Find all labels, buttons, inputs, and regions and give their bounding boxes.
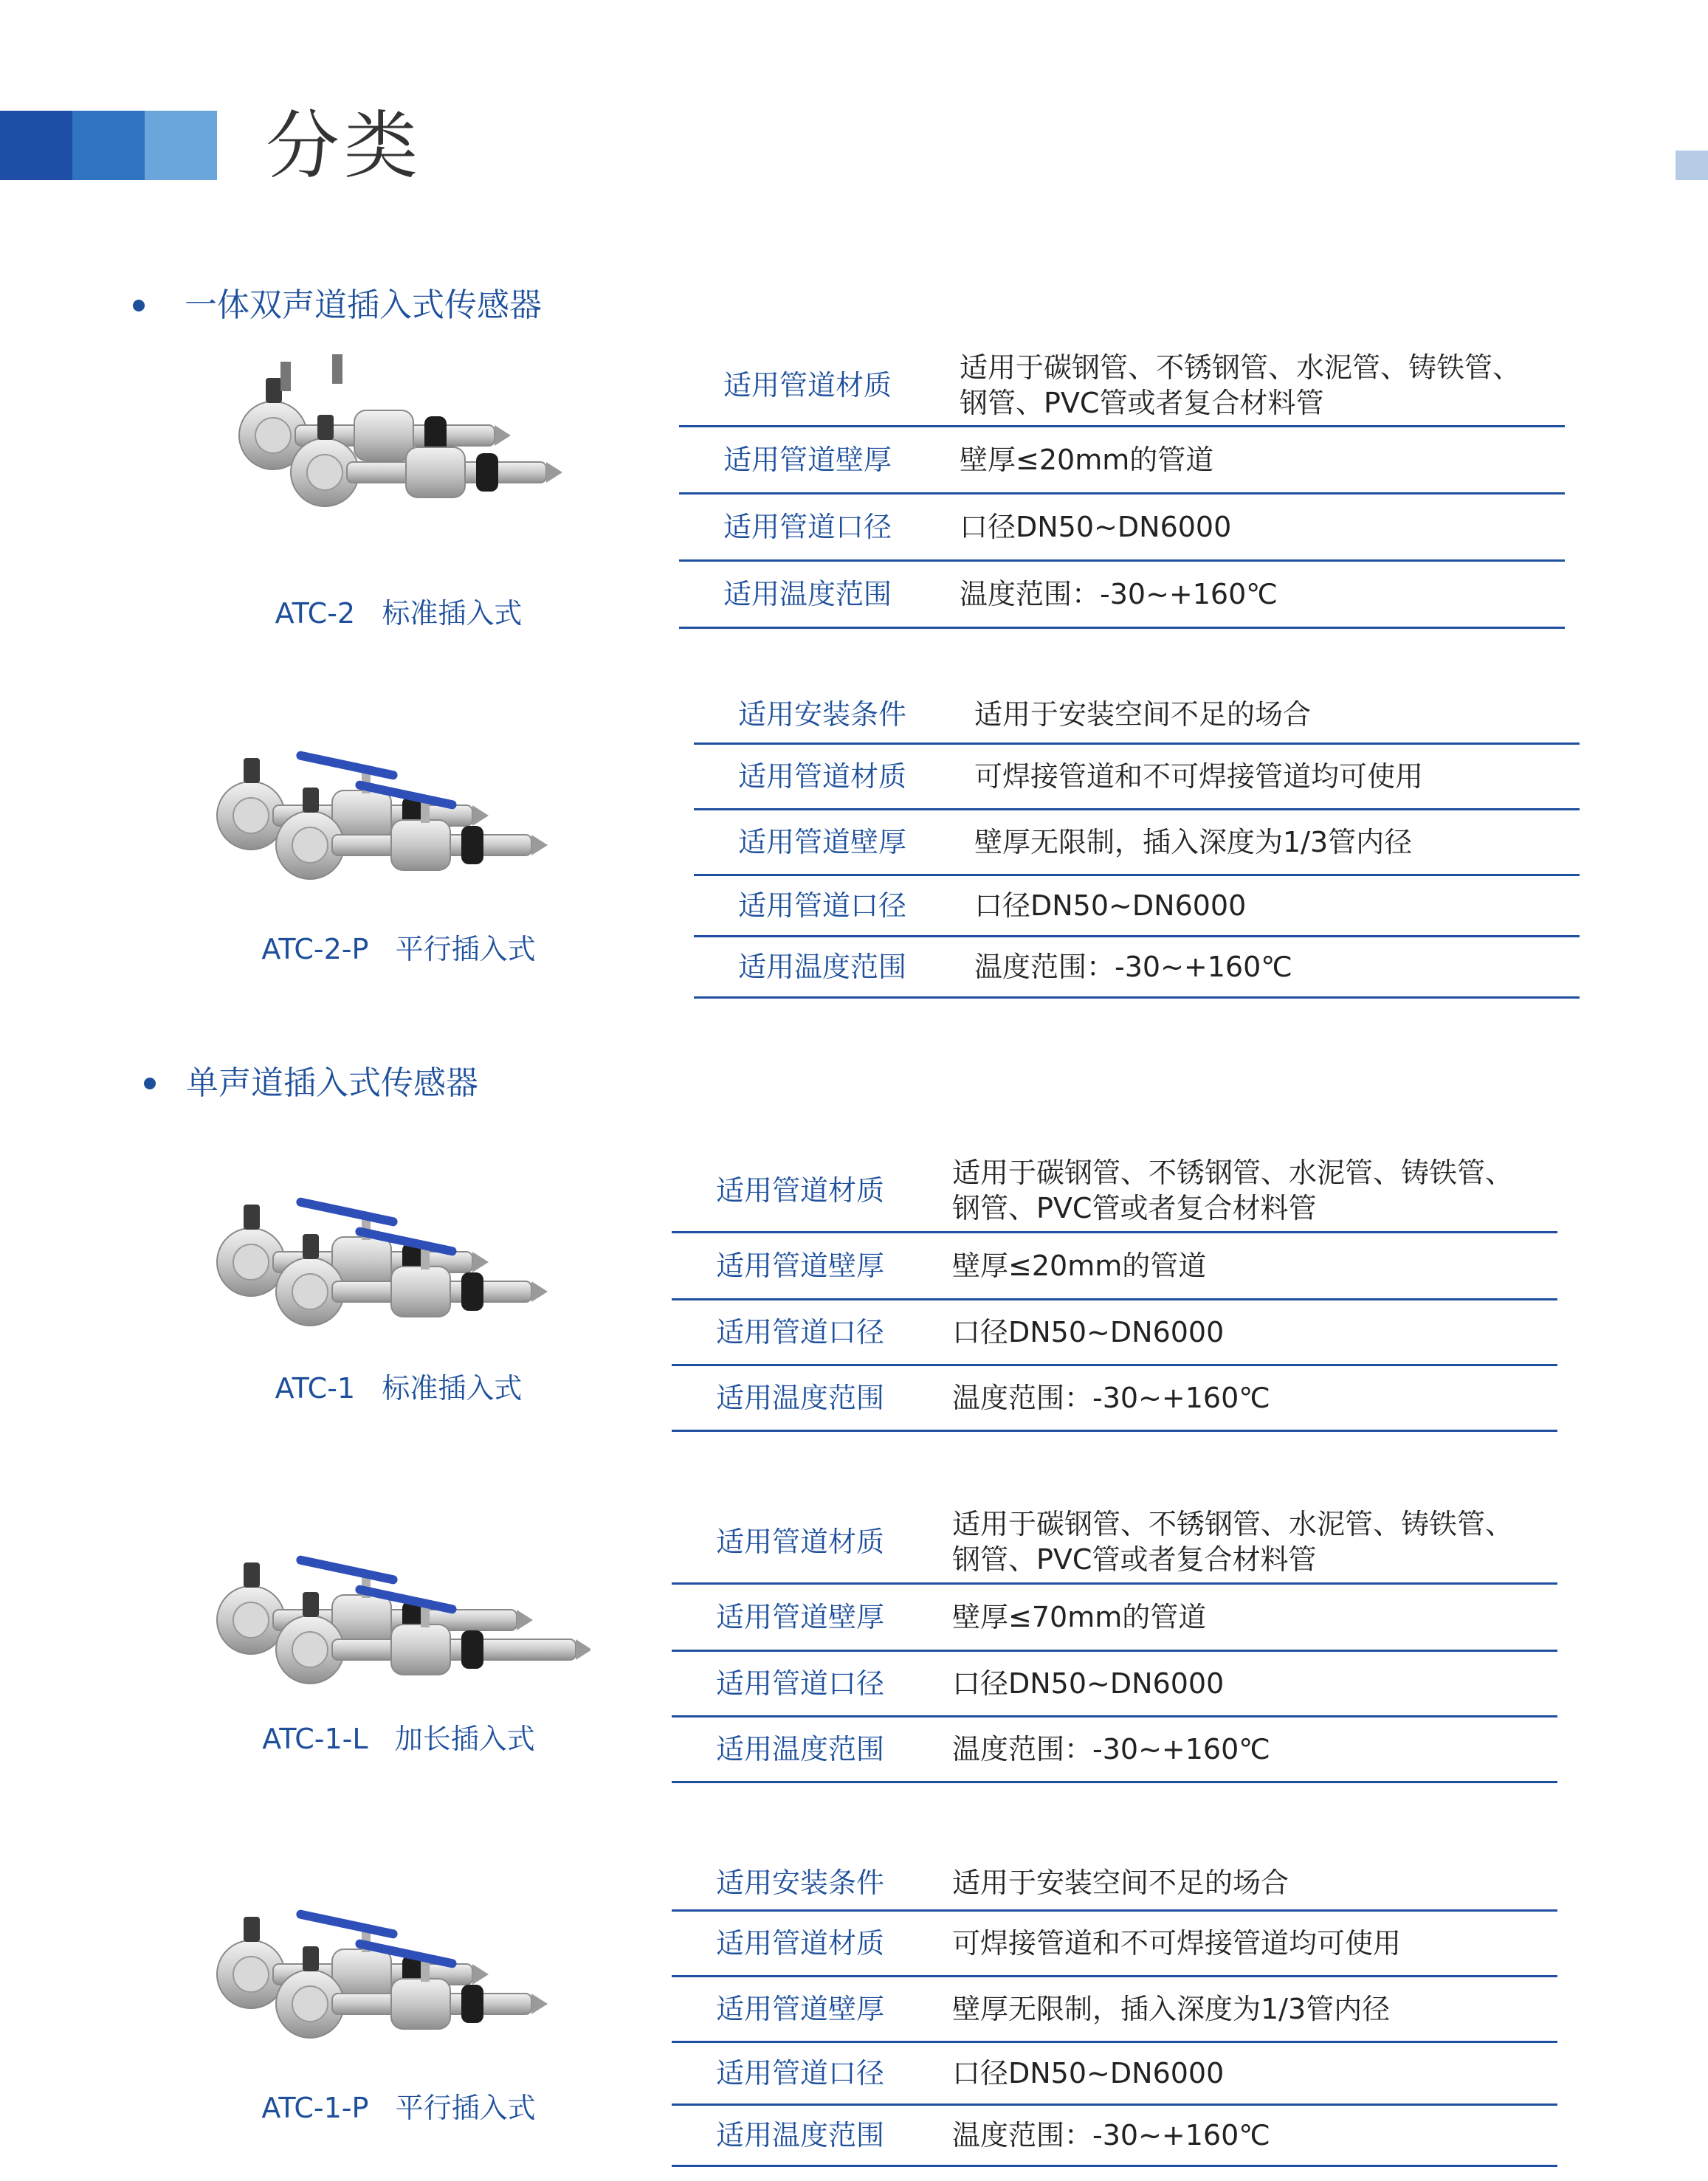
- cable-gland: [244, 1205, 260, 1230]
- spec-value-line: 口径DN50~DN6000: [960, 511, 1232, 543]
- valve-handle: [295, 1909, 398, 1940]
- spec-row: [672, 1300, 1557, 1366]
- valve-body: [391, 1979, 450, 2029]
- seal-ring: [461, 826, 483, 864]
- transducer-face: [255, 418, 291, 453]
- probe-tip: [531, 835, 548, 855]
- spec-value-line: 适用于碳钢管、不锈钢管、水泥管、铸铁管、: [952, 1157, 1514, 1189]
- spec-value: [952, 1315, 1224, 1350]
- valve-body: [391, 1267, 450, 1317]
- spec-row: [672, 1150, 1557, 1233]
- cable-gland: [303, 788, 319, 813]
- cable-gland: [303, 1234, 319, 1259]
- spec-value-line: 口径DN50~DN6000: [952, 1667, 1225, 1700]
- spec-table: [672, 1501, 1557, 1783]
- product-model: ATC-1: [275, 1372, 356, 1405]
- spec-value-line: 口径DN50~DN6000: [952, 1316, 1225, 1348]
- spec-row: [679, 345, 1565, 427]
- spec-key: 适用管道材质: [738, 760, 907, 793]
- spec-value: [952, 2056, 1224, 2091]
- spec-key: 适用管道壁厚: [716, 1250, 885, 1282]
- probe-tip: [472, 1252, 489, 1272]
- spec-key: 适用管道壁厚: [738, 826, 907, 858]
- spec-key: 适用管道材质: [716, 1927, 885, 1960]
- spec-value: [974, 824, 1412, 860]
- valve-body: [391, 820, 450, 870]
- spec-value-line: 壁厚≤20mm的管道: [960, 444, 1214, 476]
- spec-row: [694, 937, 1580, 999]
- product-card: [177, 347, 620, 531]
- probe-tip: [546, 462, 562, 483]
- spec-value: [960, 576, 1278, 612]
- spec-key: 适用温度范围: [716, 1733, 885, 1765]
- cable-gland: [244, 758, 260, 783]
- spec-row: [672, 1585, 1557, 1652]
- spec-row: [672, 1912, 1557, 1977]
- spec-row: [672, 2106, 1557, 2167]
- spec-key: 适用管道材质: [716, 1526, 885, 1558]
- spec-row: [672, 1977, 1557, 2043]
- valve-handle: [295, 1555, 398, 1585]
- spec-row: [672, 1652, 1557, 1717]
- spec-row: [694, 745, 1580, 810]
- section-title: 一体双声道插入式传感器: [185, 286, 542, 324]
- probe-tip: [517, 1610, 533, 1630]
- product-model: ATC-1-L: [262, 1723, 368, 1755]
- spec-value-line: 温度范围：-30~+160℃: [952, 1382, 1270, 1414]
- spec-value: [952, 1666, 1224, 1701]
- spec-row: [679, 427, 1565, 495]
- product-card: [177, 727, 620, 912]
- product-card: [177, 1531, 620, 1716]
- product-card: [177, 1886, 620, 2070]
- sensor-illustration: [207, 1174, 590, 1358]
- seal-ring: [461, 1272, 483, 1311]
- spec-key: 适用管道材质: [716, 1174, 885, 1207]
- spec-value-line: 适用于安装空间不足的场合: [952, 1867, 1289, 1899]
- sensor-illustration: [207, 1531, 590, 1716]
- probe-tip: [495, 425, 511, 446]
- spec-row: [672, 1366, 1557, 1432]
- spec-value: [974, 888, 1246, 923]
- spec-value: [952, 1991, 1390, 2027]
- spec-value-line: 温度范围：-30~+160℃: [974, 951, 1292, 983]
- probe-tip: [531, 1994, 548, 2014]
- transducer-face: [292, 1986, 328, 2022]
- spec-value: [960, 509, 1231, 545]
- product-image: [207, 347, 590, 531]
- spec-value: [952, 1732, 1270, 1767]
- cable-gland: [317, 415, 334, 440]
- spec-row: [694, 686, 1580, 745]
- product-type: 平行插入式: [395, 2092, 536, 2124]
- spec-table: [672, 1856, 1557, 2167]
- spec-key: 适用安装条件: [716, 1867, 885, 1899]
- product-card: [177, 1174, 620, 1358]
- spec-row: [679, 495, 1565, 562]
- probe-tip: [531, 1281, 548, 1302]
- product-caption: [177, 1365, 620, 1406]
- spec-value-line: 钢管、PVC管或者复合材料管: [952, 1192, 1317, 1224]
- section-bullet: [133, 300, 145, 311]
- page-title: 分类: [266, 103, 422, 189]
- header-color-blocks: [0, 111, 218, 180]
- spec-value: [952, 1865, 1289, 1901]
- spec-key: 适用管道材质: [723, 369, 892, 402]
- product-image: [207, 727, 590, 912]
- product-type: 平行插入式: [395, 933, 536, 965]
- spec-table: [679, 345, 1565, 629]
- sensor-illustration: [207, 347, 590, 531]
- spec-value: [974, 697, 1311, 732]
- spec-value-line: 壁厚无限制，插入深度为1/3管内径: [974, 826, 1413, 858]
- cable-gland: [244, 1562, 260, 1588]
- spec-key: 适用管道口径: [716, 1667, 885, 1700]
- product-type: 标准插入式: [382, 597, 523, 630]
- product-caption: [177, 590, 620, 631]
- spec-value-line: 口径DN50~DN6000: [952, 2057, 1225, 2089]
- spec-row: [672, 1233, 1557, 1300]
- spec-value: [960, 442, 1213, 478]
- spec-key: 适用管道壁厚: [716, 1993, 885, 2025]
- transducer-face: [233, 798, 269, 833]
- caption-spacer: [355, 1372, 382, 1405]
- spec-value-line: 可焊接管道和不可焊接管道均可使用: [974, 760, 1424, 793]
- spec-value: [952, 1599, 1206, 1635]
- spec-value-line: 壁厚≤70mm的管道: [952, 1601, 1207, 1633]
- spec-value: [952, 1248, 1206, 1284]
- transducer-face: [292, 1274, 328, 1309]
- spec-value: [974, 759, 1423, 794]
- sensor-illustration: [207, 727, 590, 912]
- probe-tip: [472, 805, 489, 826]
- corner-tab: [1676, 151, 1708, 180]
- transducer-face: [233, 1244, 269, 1280]
- spec-key: 适用管道口径: [716, 1316, 885, 1348]
- transducer-face: [233, 1957, 269, 1992]
- cable-gland: [303, 1946, 319, 1971]
- product-type: 加长插入式: [394, 1723, 535, 1755]
- caption-spacer: [368, 933, 395, 965]
- spec-key: 适用管道口径: [723, 511, 892, 543]
- section-bullet: [144, 1078, 156, 1089]
- product-type: 标准插入式: [382, 1372, 523, 1405]
- spec-table: [672, 1150, 1557, 1432]
- spec-key: 适用温度范围: [716, 1382, 885, 1414]
- caption-spacer: [368, 2092, 395, 2124]
- caption-spacer: [368, 1723, 395, 1755]
- product-caption: [177, 2085, 620, 2126]
- spec-key: 适用管道口径: [738, 889, 907, 922]
- spec-key: 适用管道口径: [716, 2057, 885, 2089]
- spec-key: 适用温度范围: [738, 951, 907, 983]
- cable-gland: [303, 1592, 319, 1617]
- cable-gland: [266, 378, 282, 403]
- valve-body: [406, 447, 465, 497]
- product-model: ATC-1-P: [261, 2092, 369, 2124]
- connector-pin: [332, 354, 342, 384]
- valve-body: [391, 1624, 450, 1675]
- spec-value-line: 温度范围：-30~+160℃: [952, 1733, 1270, 1765]
- spec-key: 适用温度范围: [723, 578, 892, 610]
- transducer-face: [307, 455, 342, 490]
- caption-spacer: [355, 597, 382, 630]
- valve-body: [354, 410, 413, 461]
- connector-pin: [280, 362, 291, 391]
- spec-row: [694, 810, 1580, 876]
- transducer-face: [233, 1602, 269, 1638]
- spec-value-line: 适用于安装空间不足的场合: [974, 698, 1312, 731]
- spec-row: [672, 1501, 1557, 1585]
- product-image: [207, 1531, 590, 1716]
- spec-value: [952, 1155, 1513, 1226]
- spec-value-line: 钢管、PVC管或者复合材料管: [960, 387, 1324, 419]
- spec-value-line: 壁厚无限制，插入深度为1/3管内径: [952, 1993, 1391, 2025]
- product-caption: [177, 1716, 620, 1757]
- transducer-face: [292, 827, 328, 863]
- seal-ring: [461, 1985, 483, 2023]
- spec-value-line: 适用于碳钢管、不锈钢管、水泥管、铸铁管、: [960, 351, 1521, 384]
- spec-row: [679, 562, 1565, 629]
- spec-value: [952, 2118, 1270, 2153]
- valve-handle: [295, 1197, 398, 1227]
- spec-value-line: 钢管、PVC管或者复合材料管: [952, 1543, 1317, 1576]
- spec-key: 适用管道壁厚: [716, 1601, 885, 1633]
- spec-value: [974, 949, 1292, 985]
- spec-row: [672, 2043, 1557, 2106]
- header-block-light: [145, 111, 217, 180]
- product-image: [207, 1886, 590, 2070]
- spec-key: 适用管道壁厚: [723, 444, 892, 476]
- spec-value-line: 可焊接管道和不可焊接管道均可使用: [952, 1927, 1402, 1960]
- spec-row: [672, 1717, 1557, 1783]
- spec-value: [952, 1380, 1270, 1416]
- spec-value: [952, 1506, 1513, 1577]
- spec-value: [960, 350, 1521, 421]
- spec-value: [952, 1926, 1401, 1961]
- spec-value-line: 壁厚≤20mm的管道: [952, 1250, 1207, 1282]
- spec-value-line: 适用于碳钢管、不锈钢管、水泥管、铸铁管、: [952, 1508, 1514, 1540]
- seal-ring: [476, 453, 498, 492]
- product-model: ATC-2-P: [261, 933, 369, 965]
- spec-row: [694, 876, 1580, 937]
- valve-handle: [295, 751, 398, 781]
- spec-value-line: 口径DN50~DN6000: [974, 889, 1247, 922]
- spec-key: 适用温度范围: [716, 2119, 885, 2151]
- spec-table: [694, 686, 1580, 999]
- spec-row: [672, 1856, 1557, 1912]
- insertion-tube: [332, 1639, 576, 1660]
- product-image: [207, 1174, 590, 1358]
- product-model: ATC-2: [275, 597, 356, 630]
- probe-tip: [576, 1639, 590, 1660]
- transducer-face: [292, 1632, 328, 1667]
- sensor-illustration: [207, 1886, 590, 2070]
- spec-value-line: 温度范围：-30~+160℃: [960, 578, 1278, 610]
- header-block-dark: [0, 111, 72, 180]
- seal-ring: [461, 1630, 483, 1669]
- cable-gland: [244, 1917, 260, 1942]
- spec-value-line: 温度范围：-30~+160℃: [952, 2119, 1270, 2151]
- product-caption: [177, 926, 620, 967]
- probe-tip: [472, 1964, 489, 1985]
- header-block-mid: [72, 111, 145, 180]
- section-title: 单声道插入式传感器: [186, 1064, 478, 1102]
- spec-key: 适用安装条件: [738, 698, 907, 731]
